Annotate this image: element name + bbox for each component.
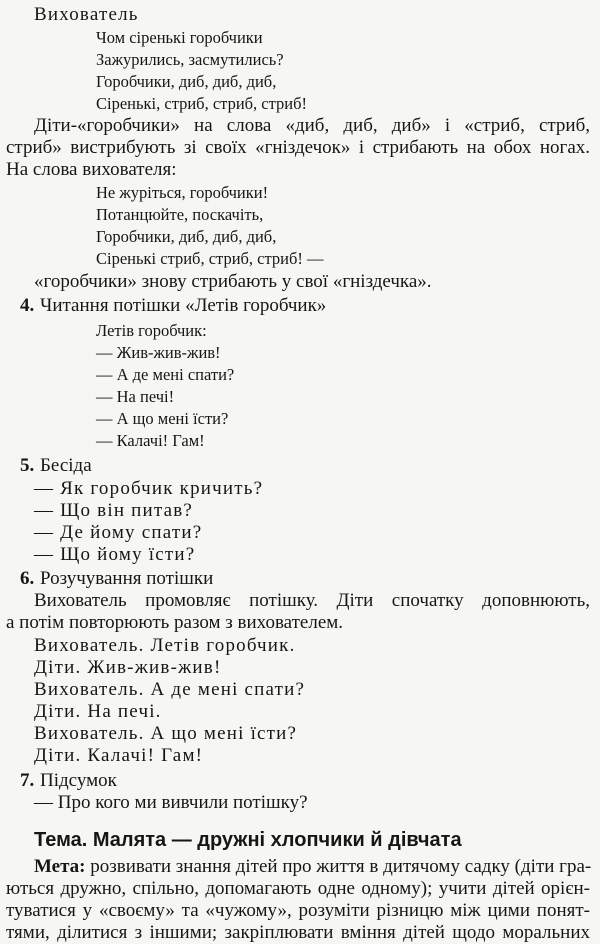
goal-label: Мета: bbox=[34, 856, 86, 877]
paragraph-line: На слова вихователя: bbox=[6, 159, 177, 180]
paragraph-line: туватися у «своєму» та «чужому», розуміти різницю між цими понят- bbox=[6, 900, 590, 921]
section-title: Читання потішки «Летів горобчик» bbox=[40, 295, 327, 316]
dialogue-line: Вихователь. А що мені їсти? bbox=[34, 723, 298, 744]
paragraph-line: а потім повторюють разом з вихователем. bbox=[6, 612, 344, 633]
dialogue-line: Діти. Жив-жив-жив! bbox=[34, 657, 222, 678]
question-line: — Про кого ми вивчили потішку? bbox=[34, 792, 308, 813]
rhyme-line: — А де мені спати? bbox=[96, 365, 235, 384]
poem-line: Сіренькі, стриб, стриб, стриб! bbox=[96, 94, 307, 113]
section-title: Підсумок bbox=[40, 770, 117, 791]
theme-heading: Тема. Малята — дружні хлопчики й дівчата bbox=[34, 829, 462, 851]
rhyme-line: — Жив-жив-жив! bbox=[96, 343, 221, 362]
rhyme-line: — На печі! bbox=[96, 387, 175, 406]
rhyme-line: Летів горобчик: bbox=[96, 321, 207, 340]
poem-line: Не журіться, горобчики! bbox=[96, 183, 269, 202]
section-title: Розучування потішки bbox=[40, 568, 214, 589]
section-number: 5. bbox=[20, 455, 35, 476]
paragraph-line: Вихователь промовляє потішку. Діти спочатку доповнюють, bbox=[34, 590, 590, 611]
poem-line: Горобчики, диб, диб, диб, bbox=[96, 72, 277, 91]
question-line: — Де йому спати? bbox=[34, 522, 203, 543]
paragraph-line: стриб» вистрибують зі своїх «гніздечок» і стрибають на обох ногах. bbox=[6, 137, 590, 158]
rhyme-line: — А що мені їсти? bbox=[96, 409, 229, 428]
dialogue-line: Вихователь. А де мені спати? bbox=[34, 679, 306, 700]
poem-line: Горобчики, диб, диб, диб, bbox=[96, 227, 277, 246]
paragraph-line: тями, ділитися з іншими; закріплювати вміння дітей щодо моральних bbox=[6, 922, 590, 943]
paragraph-line: ються дружно, спільно, допомагають одне одному); учити дітей орієн- bbox=[6, 878, 590, 899]
question-line: — Що йому їсти? bbox=[34, 544, 196, 565]
dialogue-line: Вихователь. Летів горобчик. bbox=[34, 635, 296, 656]
paragraph-line: Діти-«горобчики» на слова «диб, диб, диб» і «стриб, стриб, bbox=[34, 115, 590, 136]
poem-line: Сіренькі стриб, стриб, стриб! — bbox=[96, 249, 324, 268]
poem-line: Зажурились, засмутились? bbox=[96, 50, 284, 69]
goal-text: розвивати знання дітей про життя в дитячому садку (діти гра- bbox=[90, 856, 592, 877]
speaker-label: Вихователь bbox=[34, 4, 139, 25]
poem-line: Потанцюйте, поскачіть, bbox=[96, 205, 264, 224]
poem-line: Чом сіренькі горобчики bbox=[96, 28, 263, 47]
question-line: — Як горобчик кричить? bbox=[34, 478, 264, 499]
question-line: — Що він питав? bbox=[34, 500, 194, 521]
section-number: 4. bbox=[20, 295, 35, 316]
section-number: 6. bbox=[20, 568, 35, 589]
section-title: Бесіда bbox=[40, 455, 92, 476]
dialogue-line: Діти. На печі. bbox=[34, 701, 162, 722]
section-number: 7. bbox=[20, 770, 35, 791]
goal-line-first bbox=[34, 856, 590, 878]
rhyme-line: — Калачі! Гам! bbox=[96, 431, 205, 450]
paragraph-line: «горобчики» знову стрибають у свої «гніздечка». bbox=[34, 271, 432, 292]
dialogue-line: Діти. Калачі! Гам! bbox=[34, 745, 204, 766]
